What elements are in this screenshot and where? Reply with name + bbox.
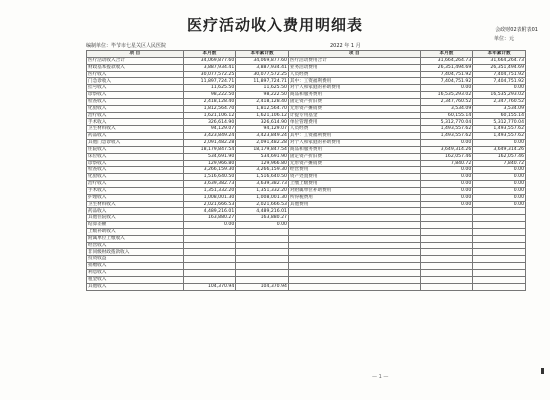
table-row [87,228,526,235]
table-row [87,276,526,283]
right-row-label [288,228,420,235]
right-row-ytd-value [473,276,526,283]
report-title: 医疗活动收入费用明细表 [186,16,363,34]
table-row [87,181,526,188]
left-row-ytd-value: 3,266,159.30 [236,167,289,174]
right-row-month-value: 0.00 [420,167,473,174]
right-row-label: 其中：工资福利费用 [288,133,420,140]
right-row-ytd-value: 1,493,557.62 [473,126,526,133]
binding-mark [541,368,544,374]
right-row-label: 资产处置费用 [288,174,420,181]
report-period: 2022 年 1 月 [330,43,361,49]
left-row-ytd-value: 1,351,332.20 [236,187,289,194]
left-row-label: 医疗收入 [87,71,184,78]
left-row-ytd-value: 34,069,877.60 [236,57,289,64]
currency-unit: 单位：元 [493,36,514,42]
left-row-month-value: 326,614.90 [183,119,236,126]
right-row-label [288,222,420,229]
left-row-month-value: 1,812,564.70 [183,105,236,112]
left-row-label: 药品收入 [87,133,184,140]
right-row-label: 商品和服务费用 [288,92,420,99]
right-row-ytd-value: 16,535,293.02 [473,92,526,99]
left-row-label: 捐赠收入 [87,263,184,270]
left-row-month-value [183,249,236,256]
left-row-ytd-value: 326,614.90 [236,119,289,126]
left-row-month-value: 1,621,106.12 [183,112,236,119]
table-row [87,263,526,270]
right-row-label: 经营费用 [288,167,420,174]
right-row-month-value: 0.00 [420,174,473,181]
left-row-month-value: 1,516,640.50 [183,174,236,181]
right-row-ytd-value: 7,404,751.92 [473,78,526,85]
header-month-left: 本月数 [183,51,236,58]
left-row-label: 利息收入 [87,270,184,277]
right-row-label: 固定资产折旧费 [288,153,420,160]
right-row-label [288,235,420,242]
left-row-ytd-value [236,235,289,242]
left-row-label: 结算差额 [87,222,184,229]
right-row-label: 人员经费 [288,71,420,78]
right-row-month-value: 5,312,770.04 [420,119,473,126]
right-row-ytd-value: 7,840.72 [473,160,526,167]
left-row-ytd-value: 2,091,482.28 [236,139,289,146]
table-row [87,242,526,249]
right-row-month-value [420,270,473,277]
right-row-ytd-value: 7,404,751.92 [473,71,526,78]
left-row-ytd-value [236,263,289,270]
right-row-label [288,256,420,263]
right-row-label: 对附属单位补助费用 [288,187,420,194]
right-row-month-value: 2,347,760.52 [420,98,473,105]
right-row-month-value: 0.00 [420,181,473,188]
table-row [87,85,526,92]
left-row-month-value: 18,179,847.54 [183,146,236,153]
left-row-month-value: 4,489,216.01 [183,208,236,215]
right-row-ytd-value [473,242,526,249]
left-row-month-value: 3,639,382.73 [183,181,236,188]
left-row-month-value [183,228,236,235]
right-row-ytd-value [473,256,526,263]
left-row-label: 治疗收入 [87,181,184,188]
table-row [87,187,526,194]
left-row-month-value: 11,625.50 [183,85,236,92]
left-row-label: 床位收入 [87,153,184,160]
right-row-label [288,270,420,277]
left-row-ytd-value: 30,077,572.25 [236,71,289,78]
right-row-ytd-value [473,222,526,229]
table-row [87,270,526,277]
right-row-label: 计提专用基金 [288,112,420,119]
left-row-ytd-value: 94,129.07 [236,126,289,133]
right-row-label: 所得税费用 [288,194,420,201]
left-row-label: 挂号收入 [87,85,184,92]
left-row-month-value: 34,069,877.60 [183,57,236,64]
left-row-month-value: 2,021,666.53 [183,201,236,208]
table-row [87,208,526,215]
left-row-month-value [183,276,236,283]
right-row-ytd-value [473,283,526,290]
table-row [87,64,526,71]
table-row [87,105,526,112]
left-row-label: 门急诊收入 [87,78,184,85]
left-row-label: 附属单位上缴收入 [87,235,184,242]
right-row-label [288,215,420,222]
left-row-label: 上级补助收入 [87,228,184,235]
table-row [87,167,526,174]
left-row-ytd-value [236,242,289,249]
header-ytd-left: 本年累计数 [236,51,289,58]
table-row [87,71,526,78]
left-row-ytd-value: 0.00 [236,222,289,229]
right-row-ytd-value: 0.00 [473,187,526,194]
left-row-month-value: 163,880.27 [183,215,236,222]
right-row-label: 单位管理费用 [288,119,420,126]
right-row-month-value: 60,155.14 [420,112,473,119]
left-row-month-value: 94,129.07 [183,126,236,133]
left-row-label: 诊察收入 [87,160,184,167]
left-row-label: 手术收入 [87,119,184,126]
right-row-label: 商品和服务费用 [288,146,420,153]
right-row-ytd-value: 0.00 [473,194,526,201]
right-row-ytd-value: 0.00 [473,201,526,208]
right-row-month-value [420,242,473,249]
left-row-month-value [183,242,236,249]
right-row-label: 无形资产摊销费 [288,160,420,167]
right-row-month-value: 0.00 [420,139,473,146]
right-row-month-value: 7,840.72 [420,160,473,167]
right-row-label: 其他费用 [288,201,420,208]
right-row-ytd-value: 0.00 [473,139,526,146]
left-row-month-value [183,270,236,277]
left-row-month-value: 0.00 [183,222,236,229]
right-row-month-value [420,256,473,263]
right-row-month-value: 3,649,314.26 [420,146,473,153]
header-item-right: 项 目 [288,51,420,58]
right-row-label [288,283,420,290]
left-row-month-value: 2,418,128.40 [183,98,236,105]
left-row-ytd-value: 1,516,640.50 [236,174,289,181]
right-row-month-value [420,263,473,270]
table-row [87,283,526,290]
left-row-ytd-value: 1,621,106.12 [236,112,289,119]
left-row-ytd-value [236,256,289,263]
right-row-ytd-value [473,270,526,277]
table-row [87,112,526,119]
left-row-label: 化验收入 [87,105,184,112]
right-row-month-value: 0.00 [420,187,473,194]
header-item-left: 项 目 [87,51,184,58]
table-header-row [87,51,526,58]
right-row-month-value [420,235,473,242]
right-row-ytd-value: 3,534.09 [473,105,526,112]
left-row-ytd-value: 129,966.80 [236,160,289,167]
left-row-label: 其他住院收入 [87,215,184,222]
right-row-ytd-value [473,215,526,222]
right-row-month-value: 7,404,751.92 [420,71,473,78]
left-row-ytd-value: 3,887,934.41 [236,64,289,71]
left-row-label: 诊察收入 [87,92,184,99]
right-row-ytd-value [473,263,526,270]
left-row-ytd-value: 1,812,564.70 [236,105,289,112]
right-row-label: 固定资产折旧费 [288,98,420,105]
right-row-ytd-value: 162,057.46 [473,153,526,160]
right-row-month-value: 3,534.09 [420,105,473,112]
left-row-month-value: 129,966.80 [183,160,236,167]
left-row-ytd-value [236,249,289,256]
table-row [87,201,526,208]
right-row-ytd-value: 0.00 [473,174,526,181]
table-row [87,194,526,201]
left-row-label: 检查收入 [87,98,184,105]
table-row [87,249,526,256]
left-row-label: 经营收入 [87,242,184,249]
right-row-label: 上缴上级费用 [288,181,420,188]
table-row [87,126,526,133]
right-row-label: 无形资产摊销费 [288,105,420,112]
left-row-label: 药品收入 [87,208,184,215]
table-row [87,119,526,126]
left-row-month-value: 3,423,849.24 [183,133,236,140]
table-row [87,222,526,229]
right-row-label: 人员经费 [288,126,420,133]
right-row-ytd-value [473,249,526,256]
left-row-ytd-value [236,270,289,277]
right-row-month-value: 1,493,557.62 [420,126,473,133]
left-row-ytd-value: 3,423,849.24 [236,133,289,140]
right-row-ytd-value: 60,155.14 [473,112,526,119]
right-row-label [288,276,420,283]
left-row-label: 租金收入 [87,276,184,283]
left-row-label: 住院收入 [87,146,184,153]
table-row [87,133,526,140]
left-row-ytd-value: 4,489,216.01 [236,208,289,215]
left-row-ytd-value [236,276,289,283]
right-row-month-value: 0.00 [420,201,473,208]
left-row-label: 投资收益 [87,256,184,263]
left-row-month-value: 98,222.50 [183,92,236,99]
left-row-label: 检查收入 [87,167,184,174]
left-row-ytd-value: 163,880.27 [236,215,289,222]
right-row-label: 对个人和家庭的补助费用 [288,85,420,92]
right-row-month-value [420,228,473,235]
header-month-right: 本月数 [420,51,473,58]
table-row [87,92,526,99]
header-ytd-right: 本年累计数 [473,51,526,58]
right-row-month-value: 1,493,557.62 [420,133,473,140]
right-row-ytd-value: 1,493,557.62 [473,133,526,140]
table-row [87,146,526,153]
right-row-ytd-value: 31,664,264.73 [473,57,526,64]
left-row-month-value: 104,370.94 [183,283,236,290]
left-row-label: 护理收入 [87,194,184,201]
left-row-label: 其他收入 [87,283,184,290]
left-row-month-value: 30,077,572.25 [183,71,236,78]
right-row-month-value [420,222,473,229]
table-row [87,153,526,160]
right-row-ytd-value: 0.00 [473,181,526,188]
right-row-label: 其中：工资福利费用 [288,78,420,85]
left-row-month-value [183,256,236,263]
right-row-ytd-value: 5,312,770.04 [473,119,526,126]
table-row [87,57,526,64]
left-row-month-value: 534,691.90 [183,153,236,160]
table-row [87,174,526,181]
table-row [87,235,526,242]
left-row-label: 治疗收入 [87,112,184,119]
left-row-month-value: 3,887,934.41 [183,64,236,71]
left-row-ytd-value: 534,691.90 [236,153,289,160]
table-row [87,215,526,222]
left-row-label: 化验收入 [87,174,184,181]
left-row-label: 手术收入 [87,187,184,194]
left-row-label: 财政基本拨款收入 [87,64,184,71]
left-row-month-value: 2,091,482.28 [183,139,236,146]
left-row-ytd-value: 1,008,001.30 [236,194,289,201]
right-row-ytd-value: 2,347,760.52 [473,98,526,105]
left-row-label: 卫生材料收入 [87,201,184,208]
right-row-month-value: 16,535,293.02 [420,92,473,99]
right-row-label: 对个人和家庭的补助费用 [288,139,420,146]
right-row-ytd-value: 0.00 [473,85,526,92]
right-row-ytd-value: 3,649,314.26 [473,146,526,153]
right-row-ytd-value [473,228,526,235]
left-row-label: 其他门急诊收入 [87,139,184,146]
right-row-month-value: 31,664,264.73 [420,57,473,64]
right-row-month-value [420,283,473,290]
right-row-label: 业务活动费用 [288,64,420,71]
left-row-ytd-value [236,228,289,235]
right-row-label: 医疗活动费用合计 [288,57,420,64]
left-row-month-value: 1,008,001.30 [183,194,236,201]
left-row-ytd-value: 18,179,847.54 [236,146,289,153]
table-row [87,256,526,263]
right-row-ytd-value [473,208,526,215]
right-row-ytd-value [473,235,526,242]
left-row-ytd-value: 104,370.94 [236,283,289,290]
left-row-month-value [183,235,236,242]
right-row-month-value: 0.00 [420,85,473,92]
left-row-ytd-value: 11,897,724.71 [236,78,289,85]
left-row-label: 卫生材料收入 [87,126,184,133]
table-row [87,98,526,105]
right-row-month-value [420,208,473,215]
revenue-expense-table [86,50,526,291]
right-row-month-value: 0.00 [420,194,473,201]
reporting-organization: 编制单位：毕节市七星关区人民医院 [86,43,167,49]
left-row-label: 非同级财政拨款收入 [87,249,184,256]
right-row-month-value: 26,351,494.69 [420,64,473,71]
left-row-ytd-value: 2,021,666.53 [236,201,289,208]
right-row-ytd-value: 0.00 [473,167,526,174]
right-row-label [288,208,420,215]
table-row [87,78,526,85]
left-row-label: 医疗活动收入合计 [87,57,184,64]
left-row-ytd-value: 11,625.50 [236,85,289,92]
right-row-month-value: 7,404,751.92 [420,78,473,85]
right-row-month-value [420,249,473,256]
page-number: — 1 — [372,374,389,380]
left-row-ytd-value: 2,418,128.40 [236,98,289,105]
left-row-month-value: 11,897,724.71 [183,78,236,85]
table-row [87,139,526,146]
left-row-ytd-value: 98,222.50 [236,92,289,99]
right-row-label [288,242,420,249]
right-row-label [288,263,420,270]
right-row-ytd-value: 26,351,494.69 [473,64,526,71]
table-row [87,160,526,167]
right-row-month-value [420,215,473,222]
left-row-month-value [183,263,236,270]
right-row-month-value: 162,057.46 [420,153,473,160]
right-row-label [288,249,420,256]
right-row-month-value [420,276,473,283]
form-code: 会政财02表附表01 [495,27,538,33]
left-row-month-value: 3,266,159.30 [183,167,236,174]
left-row-month-value: 1,351,332.20 [183,187,236,194]
left-row-ytd-value: 3,639,382.73 [236,181,289,188]
